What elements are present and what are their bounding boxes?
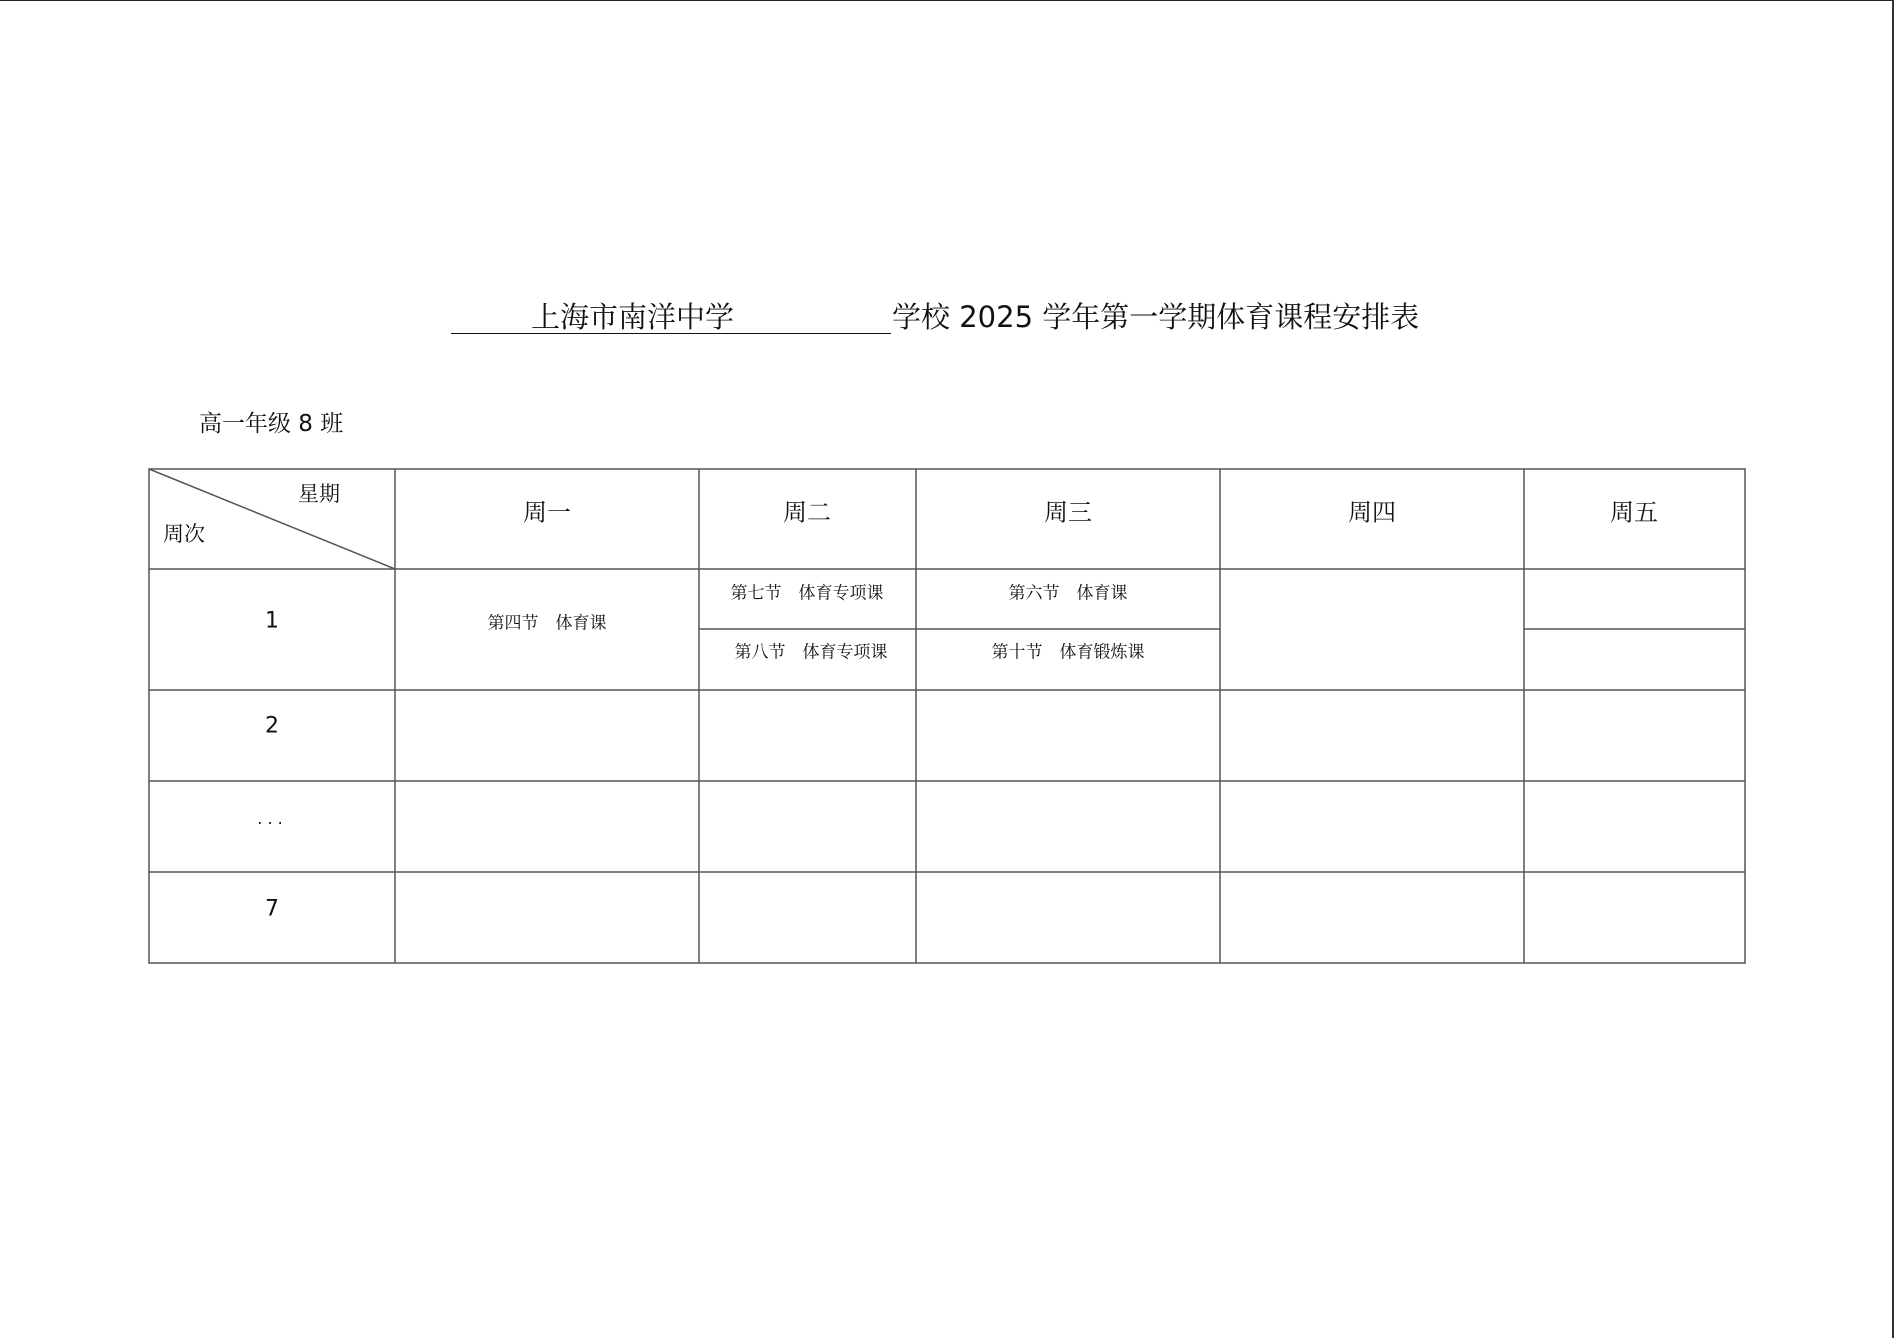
school-name: 上海市南洋中学 bbox=[531, 300, 735, 334]
title-suffix: 学校 2025 学年第一学期体育课程安排表 bbox=[892, 300, 1420, 334]
day-header-tue: 周二 bbox=[783, 498, 831, 527]
day-header-fri: 周五 bbox=[1610, 498, 1658, 527]
week-label: 1 bbox=[265, 608, 279, 634]
day-header-wed: 周三 bbox=[1044, 498, 1092, 527]
day-header-mon: 周一 bbox=[523, 498, 571, 527]
corner-label-week: 周次 bbox=[163, 522, 205, 546]
table-border bbox=[149, 469, 1745, 963]
session-wed-week1-b: 第十节 体育锻炼课 bbox=[991, 642, 1145, 663]
week-label: 7 bbox=[265, 896, 279, 922]
corner-label-day: 星期 bbox=[298, 482, 340, 506]
session-tue-week1-b: 第八节 体育专项课 bbox=[734, 642, 888, 663]
session-wed-week1-a: 第六节 体育课 bbox=[1008, 583, 1128, 604]
week-label: 2 bbox=[265, 713, 279, 739]
week-label: · · · bbox=[257, 813, 283, 833]
day-header-thu: 周四 bbox=[1348, 498, 1396, 527]
session-mon-week1: 第四节 体育课 bbox=[487, 613, 607, 634]
class-label: 高一年级 8 班 bbox=[199, 411, 344, 437]
session-tue-week1-a: 第七节 体育专项课 bbox=[730, 583, 884, 604]
